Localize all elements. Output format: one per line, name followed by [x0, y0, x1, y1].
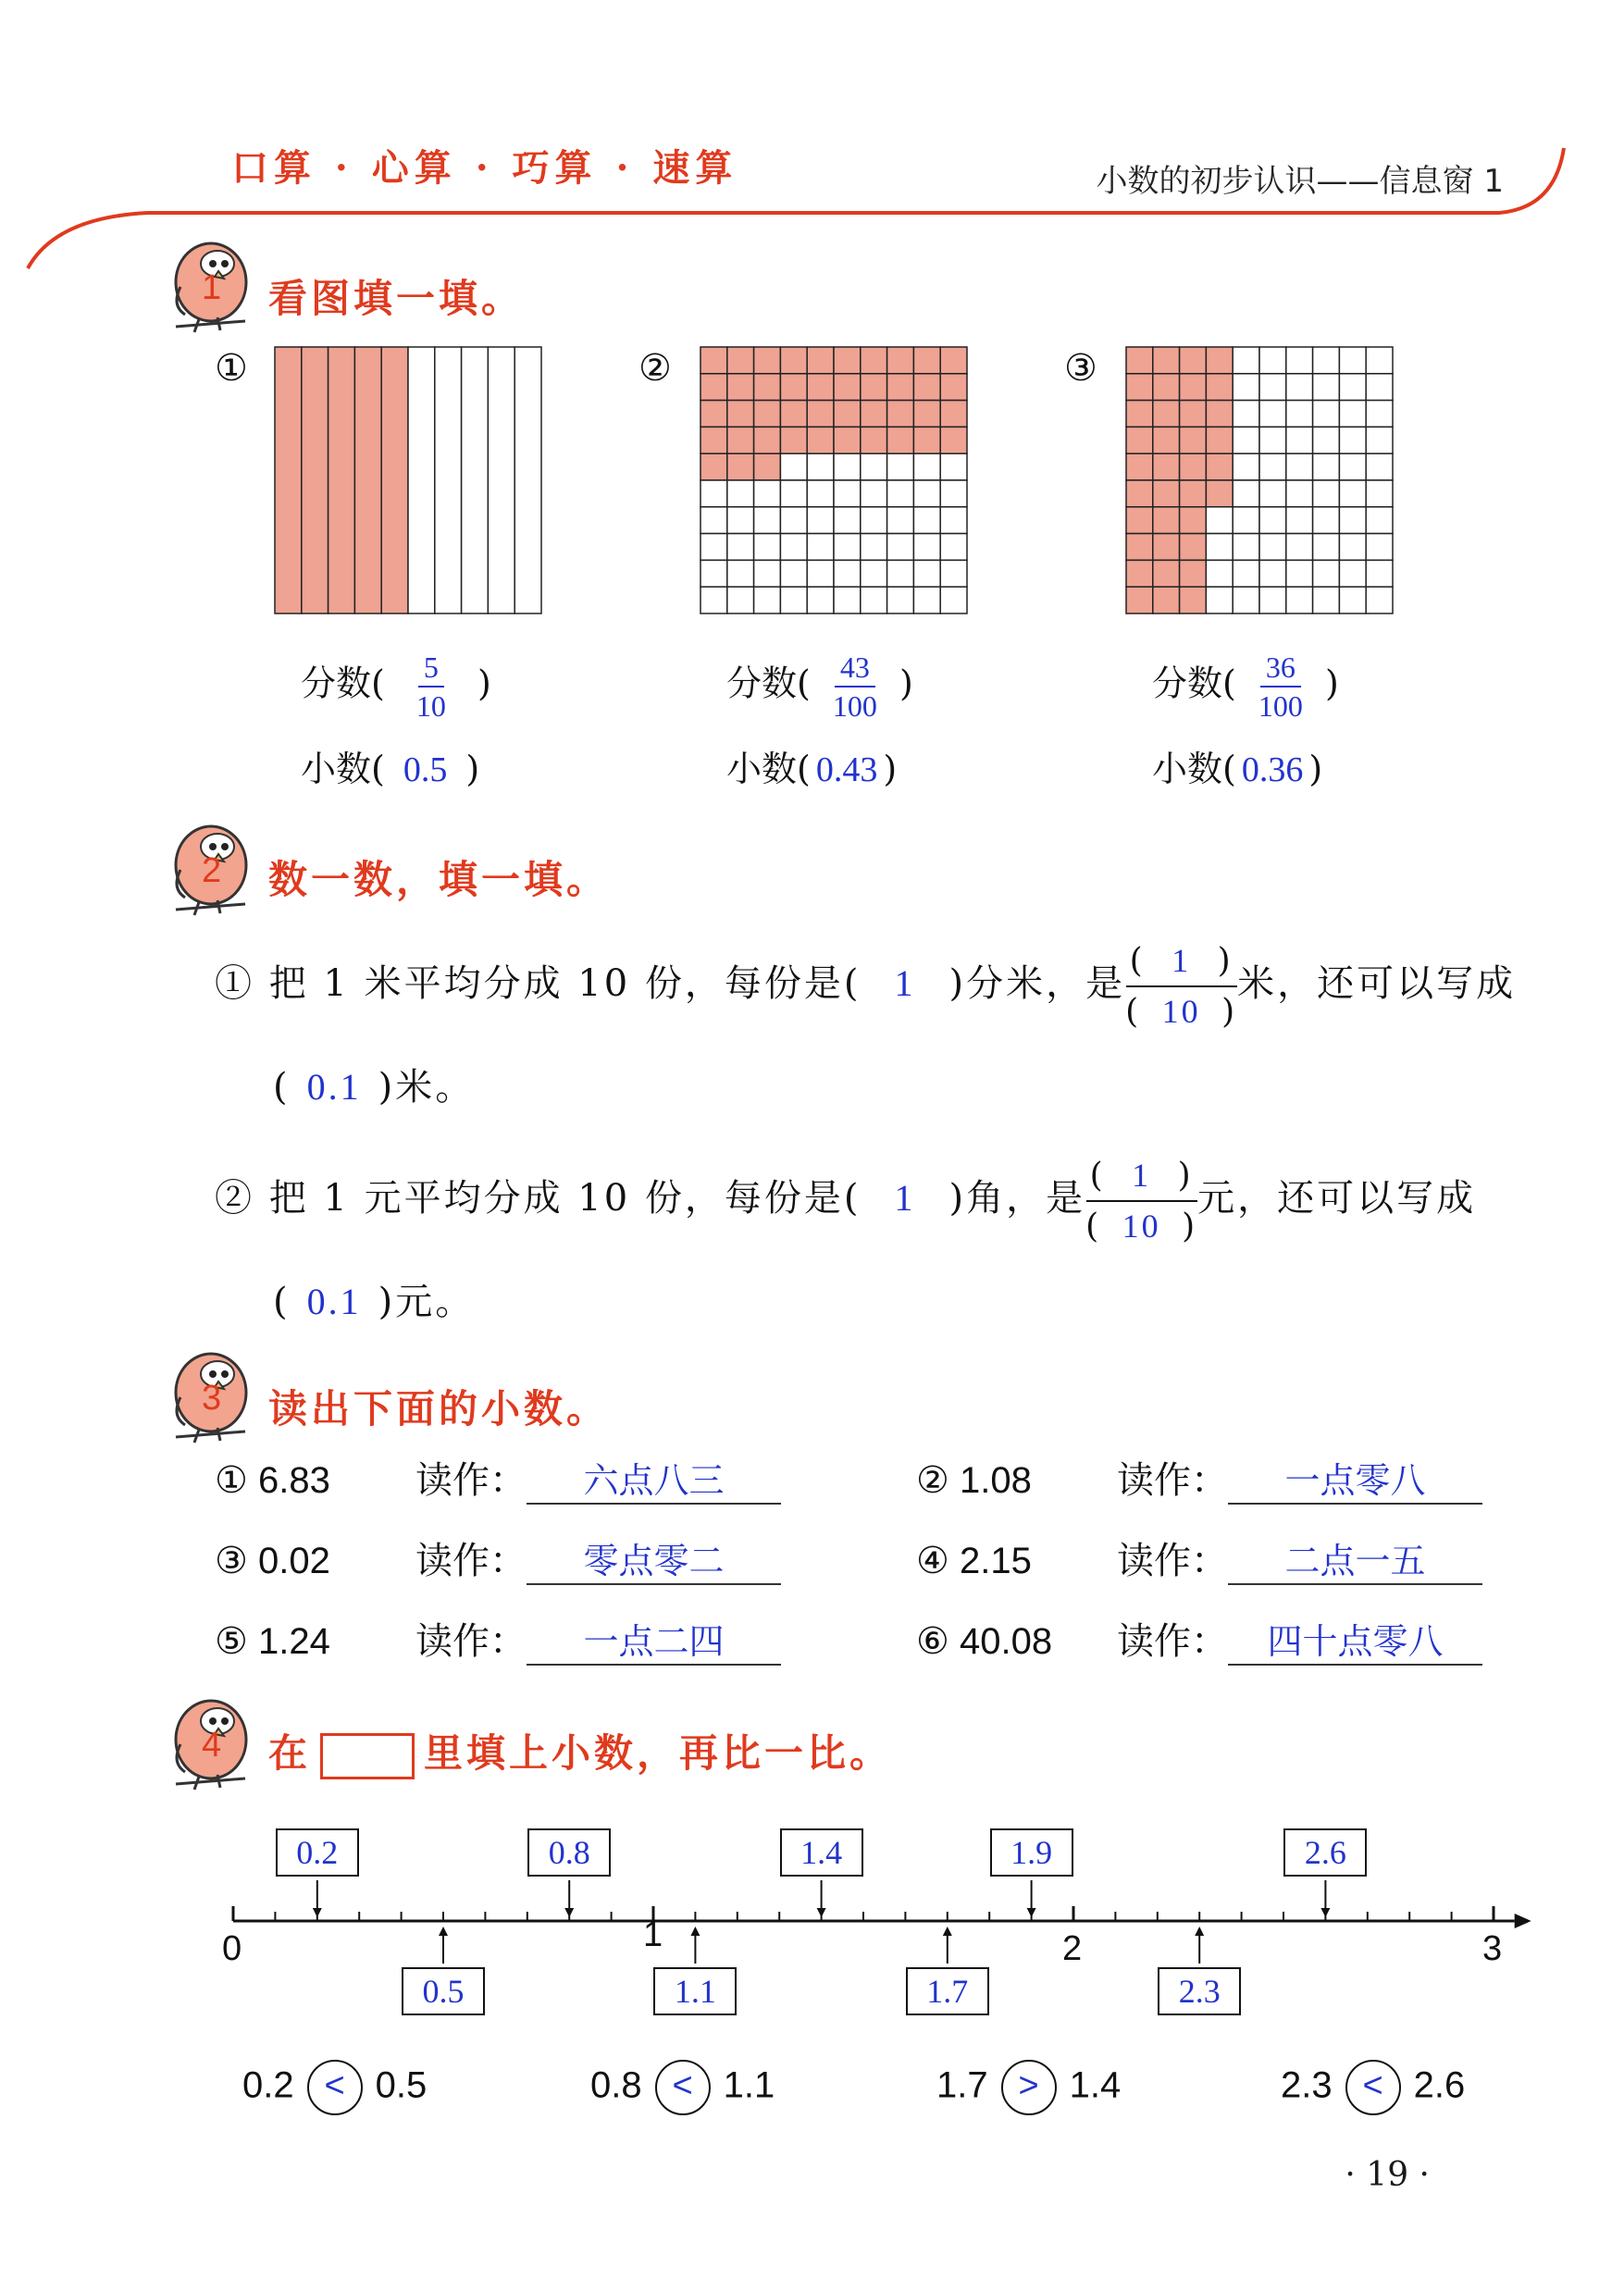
shaded-cell	[1206, 453, 1233, 480]
shaded-cell	[1180, 560, 1207, 587]
shaded-cell	[1153, 427, 1180, 453]
grid-cell	[807, 560, 834, 587]
shaded-cell	[727, 347, 754, 374]
section4-number: 4	[202, 1726, 222, 1765]
grid-cell	[1286, 587, 1313, 613]
pointer-arrowhead	[564, 1908, 574, 1917]
shaded-cell	[834, 347, 861, 374]
grid-cell	[1259, 401, 1286, 428]
grid-cell	[940, 453, 967, 480]
shaded-cell	[1153, 560, 1180, 587]
grid-cell	[1339, 453, 1366, 480]
grid-cell	[1313, 453, 1340, 480]
grid-cell	[807, 507, 834, 534]
grid-cell	[807, 534, 834, 561]
grid-cell	[1339, 401, 1366, 428]
grid-cell	[834, 560, 861, 587]
shaded-cell	[727, 453, 754, 480]
grid-cell	[1366, 374, 1393, 401]
shaded-cell	[1153, 534, 1180, 561]
comparison-4: 2.3 < 2.6	[1281, 2060, 1465, 2115]
grid-cell	[727, 587, 754, 613]
grid-cell	[1313, 560, 1340, 587]
pointer-arrowhead	[817, 1908, 826, 1917]
grid-cell	[700, 587, 727, 613]
shaded-cell	[940, 374, 967, 401]
answer-box-bottom: 2.3	[1158, 1967, 1241, 2015]
section2-number: 2	[202, 851, 222, 890]
axis-arrowhead	[1515, 1914, 1531, 1928]
shaded-cell	[887, 427, 914, 453]
shaded-cell	[940, 401, 967, 428]
grid-cell	[887, 453, 914, 480]
shaded-strip	[329, 347, 355, 613]
grid-cell	[754, 560, 781, 587]
grid-cell	[1206, 507, 1233, 534]
section1-number: 1	[202, 268, 222, 307]
shaded-cell	[1153, 401, 1180, 428]
decimal-answer-1: 小数( 0.5 )	[301, 749, 480, 789]
grid-cell	[1366, 347, 1393, 374]
shaded-cell	[727, 427, 754, 453]
grid-cell	[861, 587, 887, 613]
shaded-cell	[1126, 480, 1153, 507]
grid-cell	[913, 587, 940, 613]
grid-cell	[1339, 480, 1366, 507]
axis-label-2: 2	[1062, 1929, 1083, 1968]
shaded-cell	[834, 401, 861, 428]
shaded-cell	[1153, 347, 1180, 374]
shaded-cell	[807, 374, 834, 401]
shaded-cell	[1153, 480, 1180, 507]
shaded-cell	[727, 374, 754, 401]
shaded-cell	[940, 347, 967, 374]
grid-cell	[1233, 374, 1259, 401]
decimal-answer-2: 小数( 0.43 )	[726, 749, 898, 789]
grid-cell	[1259, 560, 1286, 587]
answer-box-top: 1.9	[990, 1828, 1073, 1877]
grid-cell	[913, 480, 940, 507]
grid-cell	[834, 534, 861, 561]
grid-cell	[834, 587, 861, 613]
grid-cell	[861, 560, 887, 587]
grid-cell	[780, 453, 807, 480]
grid-cell	[940, 507, 967, 534]
shaded-cell	[780, 401, 807, 428]
question-2-2: ② 把 1 元平均分成 10 份，每份是( 1 )角，是 $\frac{( 1 )}{( 10 )}$ 元，还可以写成	[215, 1157, 1477, 1245]
read-item-5: ⑤ 1.24 读作： 一点二四	[215, 1612, 781, 1666]
grid-cell	[1286, 374, 1313, 401]
pointer-arrowhead	[1320, 1908, 1330, 1917]
grid-cell	[1233, 427, 1259, 453]
comparison-2: 0.8 < 1.1	[590, 2060, 775, 2115]
grid-cell	[1286, 534, 1313, 561]
grid-cell	[1259, 587, 1286, 613]
shaded-cell	[887, 401, 914, 428]
grid-cell	[940, 534, 967, 561]
shaded-cell	[1126, 534, 1153, 561]
grid-cell	[754, 587, 781, 613]
shaded-cell	[754, 374, 781, 401]
shaded-cell	[700, 401, 727, 428]
grid-cell	[1259, 374, 1286, 401]
shaded-cell	[1180, 453, 1207, 480]
shaded-cell	[861, 374, 887, 401]
read-item-3: ③ 0.02 读作： 零点零二	[215, 1531, 781, 1585]
shaded-cell	[861, 427, 887, 453]
grid-cell	[834, 507, 861, 534]
strip	[408, 347, 435, 613]
grid-cell	[1259, 453, 1286, 480]
grid-cell	[1339, 347, 1366, 374]
grid-cell	[700, 560, 727, 587]
shaded-cell	[1180, 347, 1207, 374]
grid-cell	[1339, 534, 1366, 561]
question-2-1: ① 把 1 米平均分成 10 份，每份是( 1 )分米，是 $\frac{( 1 )}{( 10 )}$ 米，还可以写成	[215, 942, 1517, 1031]
shaded-cell	[754, 427, 781, 453]
comparison-3: 1.7 > 1.4	[936, 2060, 1121, 2115]
shaded-cell	[807, 427, 834, 453]
pointer-arrowhead	[1027, 1908, 1036, 1917]
shaded-cell	[780, 347, 807, 374]
shaded-cell	[834, 374, 861, 401]
axis-label-0: 0	[222, 1929, 242, 1968]
fraction-answer-3: 分数( $\frac{36}{100}$ )	[1152, 651, 1339, 723]
grid-cell	[887, 587, 914, 613]
grid-cell	[780, 534, 807, 561]
grid-cell	[754, 480, 781, 507]
shaded-cell	[913, 427, 940, 453]
shaded-cell	[1206, 427, 1233, 453]
shaded-cell	[807, 347, 834, 374]
grid-cell	[1233, 560, 1259, 587]
shaded-cell	[780, 374, 807, 401]
grid-cell	[1233, 480, 1259, 507]
shaded-cell	[727, 401, 754, 428]
shaded-cell	[700, 374, 727, 401]
grid-cell	[1339, 507, 1366, 534]
strip	[514, 347, 541, 613]
shaded-cell	[1153, 507, 1180, 534]
shaded-cell	[807, 401, 834, 428]
shaded-cell	[1153, 374, 1180, 401]
shaded-cell	[1126, 560, 1153, 587]
grid-cell	[1259, 347, 1286, 374]
grid-cell	[1259, 507, 1286, 534]
header-left: 口算 · 心算 · 巧算 · 速算	[231, 146, 738, 190]
grid-cell	[1313, 347, 1340, 374]
hundred-grid-figure-2	[700, 346, 968, 614]
read-item-4: ④ 2.15 读作： 二点一五	[916, 1531, 1482, 1585]
grid-cell	[1366, 507, 1393, 534]
shaded-cell	[913, 374, 940, 401]
answer-box-top: 1.4	[780, 1828, 863, 1877]
pointer-arrowhead	[313, 1908, 322, 1917]
grid-cell	[1366, 453, 1393, 480]
shaded-strip	[381, 347, 408, 613]
grid-cell	[727, 560, 754, 587]
strip	[488, 347, 514, 613]
section1-title: 看图填一填。	[268, 276, 525, 321]
section3-title: 读出下面的小数。	[268, 1386, 610, 1431]
shaded-cell	[1180, 507, 1207, 534]
shaded-cell	[1206, 401, 1233, 428]
grid-cell	[1233, 453, 1259, 480]
read-item-6: ⑥ 40.08 读作： 四十点零八	[916, 1612, 1482, 1666]
shaded-strip	[275, 347, 302, 613]
grid-cell	[1339, 560, 1366, 587]
answer-box-top: 0.8	[527, 1828, 611, 1877]
shaded-cell	[913, 347, 940, 374]
grid-cell	[861, 534, 887, 561]
page-number: · 19 ·	[1345, 2156, 1430, 2194]
shaded-cell	[887, 374, 914, 401]
grid-cell	[1313, 374, 1340, 401]
grid-cell	[1259, 534, 1286, 561]
grid-cell	[1259, 427, 1286, 453]
section4-title: 在 里填上小数，再比一比。	[268, 1723, 892, 1779]
shaded-cell	[1180, 374, 1207, 401]
grid-cell	[1313, 534, 1340, 561]
shaded-cell	[1180, 427, 1207, 453]
grid-cell	[887, 534, 914, 561]
grid-cell	[1286, 347, 1313, 374]
answer-box-top: 2.6	[1283, 1828, 1367, 1877]
grid-cell	[1366, 560, 1393, 587]
shaded-strip	[302, 347, 329, 613]
grid-cell	[1313, 401, 1340, 428]
shaded-cell	[1206, 480, 1233, 507]
answer-box-top: 0.2	[276, 1828, 359, 1877]
fraction-answer-2: 分数( $\frac{43}{100}$ )	[726, 651, 913, 723]
fraction-answer-1: 分数( $\frac{5}{10}$ )	[301, 651, 491, 723]
grid-cell	[1286, 453, 1313, 480]
grid-cell	[727, 480, 754, 507]
question-2-1-cont: ( 0.1 )米。	[273, 1066, 476, 1109]
shaded-cell	[700, 347, 727, 374]
shaded-cell	[700, 427, 727, 453]
shaded-cell	[700, 453, 727, 480]
grid-cell	[940, 560, 967, 587]
shaded-cell	[1126, 347, 1153, 374]
shaded-cell	[1126, 587, 1153, 613]
shaded-cell	[1126, 374, 1153, 401]
grid-cell	[1206, 587, 1233, 613]
answer-box-bottom: 1.1	[653, 1967, 737, 2015]
grid-cell	[1313, 507, 1340, 534]
question-2-2-cont: ( 0.1 )元。	[273, 1281, 476, 1323]
grid-cell	[940, 587, 967, 613]
grid-cell	[780, 480, 807, 507]
comparison-1: 0.2 < 0.5	[242, 2060, 427, 2115]
grid-cell	[1286, 401, 1313, 428]
grid-cell	[1233, 587, 1259, 613]
shaded-cell	[1180, 587, 1207, 613]
shaded-cell	[834, 427, 861, 453]
answer-box-bottom: 0.5	[402, 1967, 485, 2015]
hundred-grid-figure-3	[1125, 346, 1394, 614]
grid-cell	[700, 507, 727, 534]
grid-cell	[727, 507, 754, 534]
shaded-cell	[1180, 401, 1207, 428]
shaded-cell	[1126, 507, 1153, 534]
grid-cell	[1366, 587, 1393, 613]
axis-label-1: 1	[643, 1915, 663, 1954]
grid-cell	[807, 587, 834, 613]
grid-cell	[913, 507, 940, 534]
grid-cell	[1233, 534, 1259, 561]
shaded-cell	[861, 347, 887, 374]
grid-cell	[700, 480, 727, 507]
item3-circle: ③	[1064, 347, 1097, 390]
grid-cell	[754, 507, 781, 534]
shaded-cell	[754, 401, 781, 428]
shaded-cell	[754, 347, 781, 374]
grid-cell	[1313, 587, 1340, 613]
grid-cell	[913, 560, 940, 587]
grid-cell	[1313, 480, 1340, 507]
grid-cell	[1313, 427, 1340, 453]
grid-cell	[1233, 507, 1259, 534]
grid-cell	[780, 587, 807, 613]
shaded-cell	[1153, 587, 1180, 613]
answer-box-bottom: 1.7	[906, 1967, 989, 2015]
shaded-cell	[1126, 427, 1153, 453]
shaded-cell	[861, 401, 887, 428]
grid-cell	[754, 534, 781, 561]
grid-cell	[1286, 480, 1313, 507]
shaded-cell	[1153, 453, 1180, 480]
shaded-cell	[1180, 480, 1207, 507]
grid-cell	[700, 534, 727, 561]
shaded-strip	[354, 347, 381, 613]
grid-cell	[913, 534, 940, 561]
grid-cell	[1339, 427, 1366, 453]
grid-cell	[861, 480, 887, 507]
item2-circle: ②	[638, 347, 672, 390]
grid-cell	[1366, 480, 1393, 507]
shaded-cell	[913, 401, 940, 428]
grid-cell	[887, 560, 914, 587]
pointer-arrowhead	[439, 1927, 448, 1936]
grid-cell	[1233, 347, 1259, 374]
strip	[462, 347, 489, 613]
grid-cell	[1259, 480, 1286, 507]
shaded-cell	[940, 427, 967, 453]
grid-cell	[780, 560, 807, 587]
section3-number: 3	[202, 1379, 222, 1418]
shaded-cell	[1126, 401, 1153, 428]
pointer-arrowhead	[943, 1927, 952, 1936]
pointer-arrowhead	[690, 1927, 700, 1936]
shaded-cell	[887, 347, 914, 374]
header-right: 小数的初步认识——信息窗 1	[1096, 163, 1504, 200]
read-item-2: ② 1.08 读作： 一点零八	[916, 1451, 1482, 1505]
grid-cell	[1233, 401, 1259, 428]
grid-cell	[1366, 401, 1393, 428]
grid-cell	[1286, 427, 1313, 453]
grid-cell	[1339, 374, 1366, 401]
strip-grid-figure	[274, 346, 542, 614]
grid-cell	[887, 507, 914, 534]
shaded-cell	[1206, 347, 1233, 374]
grid-cell	[1206, 560, 1233, 587]
grid-cell	[913, 453, 940, 480]
grid-cell	[727, 534, 754, 561]
section2-title: 数一数，填一填。	[268, 857, 610, 902]
grid-cell	[807, 480, 834, 507]
grid-cell	[861, 507, 887, 534]
decimal-answer-3: 小数( 0.36 )	[1152, 749, 1323, 789]
grid-cell	[1339, 587, 1366, 613]
grid-cell	[780, 507, 807, 534]
grid-cell	[807, 453, 834, 480]
shaded-cell	[1206, 374, 1233, 401]
shaded-cell	[1126, 453, 1153, 480]
grid-cell	[834, 453, 861, 480]
grid-cell	[1366, 534, 1393, 561]
read-item-1: ① 6.83 读作： 六点八三	[215, 1451, 781, 1505]
grid-cell	[1286, 507, 1313, 534]
grid-cell	[887, 480, 914, 507]
grid-cell	[1206, 534, 1233, 561]
shaded-cell	[1180, 534, 1207, 561]
pointer-arrowhead	[1195, 1927, 1204, 1936]
grid-cell	[940, 480, 967, 507]
item1-circle: ①	[215, 347, 248, 390]
grid-cell	[861, 453, 887, 480]
axis-label-3: 3	[1482, 1929, 1503, 1968]
shaded-cell	[780, 427, 807, 453]
grid-cell	[834, 480, 861, 507]
strip	[435, 347, 462, 613]
shaded-cell	[754, 453, 781, 480]
grid-cell	[1366, 427, 1393, 453]
grid-cell	[1286, 560, 1313, 587]
